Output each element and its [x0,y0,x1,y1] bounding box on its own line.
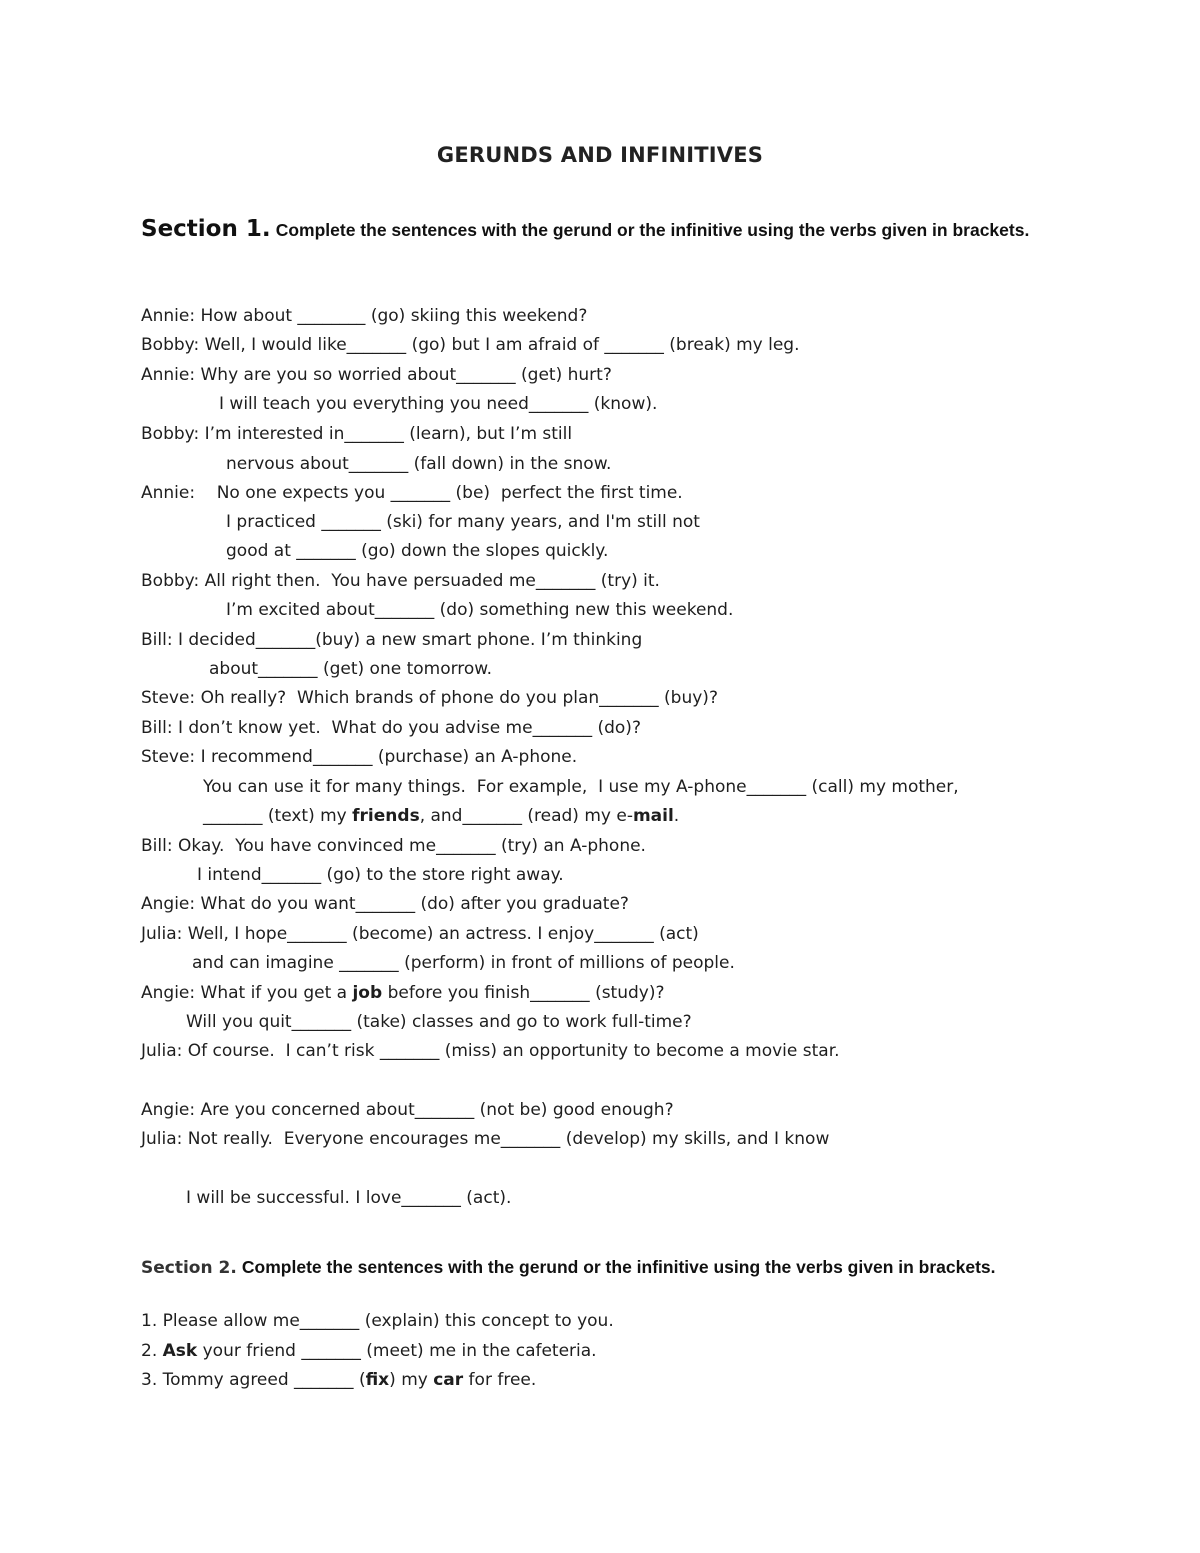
document-title: GERUNDS AND INFINITIVES [436,143,764,167]
dialogue-line: Steve: Oh really? Which brands of phone do you plan_______ (buy)? [141,688,718,708]
dialogue-line: Bobby: I’m interested in_______ (learn), but I’m still [141,424,573,444]
bold-word: Ask [162,1341,198,1361]
bold-word: job [352,983,383,1003]
dialogue-line: Bill: Okay. You have convinced me_______ (try) an A-phone. [141,836,646,856]
dialogue-line: Will you quit_______ (take) classes and go to work full-time? [186,1012,692,1032]
bold-word: mail [632,806,674,826]
dialogue-line: Steve: I recommend_______ (purchase) an A-phone. [141,747,578,767]
dialogue-text: , and_______ (read) my e- [419,806,633,826]
exercise-item-3 [141,1369,536,1391]
dialogue-line: I practiced _______ (ski) for many years, and I'm still not [226,512,700,532]
dialogue-line: Annie: Why are you so worried about_______ (get) hurt? [141,365,612,385]
dialogue-line: Annie: How about ________ (go) skiing this weekend? [141,306,588,326]
dialogue-line [141,982,665,1004]
dialogue-line: Bobby: All right then. You have persuaded me_______ (try) it. [141,571,660,591]
dialogue-line: You can use it for many things. For example, I use my A-phone_______ (call) my mother, [203,777,959,797]
item-text: your friend _______ (meet) me in the cafeteria. [197,1341,597,1361]
item-text: ) my [389,1370,434,1390]
dialogue-line: Julia: Not really. Everyone encourages me_______ (develop) my skills, and I know [141,1129,830,1149]
section-1-number: Section 1. [141,216,271,242]
dialogue-line: Bill: I decided_______(buy) a new smart phone. I’m thinking [141,630,643,650]
section-2-number: Section 2. [141,1258,237,1278]
dialogue-text: before you finish_______ (study)? [382,983,665,1003]
dialogue-line: Bill: I don’t know yet. What do you advise me_______ (do)? [141,718,641,738]
dialogue-line: Annie: No one expects you _______ (be) perfect the first time. [141,483,683,503]
item-text: 2. [141,1341,163,1361]
exercise-item-1: 1. Please allow me_______ (explain) this concept to you. [141,1311,614,1331]
dialogue-line [203,805,679,827]
dialogue-line: I will be successful. I love_______ (act). [186,1188,512,1208]
dialogue-line: I’m excited about_______ (do) something new this weekend. [226,600,734,620]
dialogue-line: Bobby: Well, I would like_______ (go) but I am afraid of _______ (break) my leg. [141,335,800,355]
dialogue-line: about_______ (get) one tomorrow. [209,659,493,679]
bold-word: fix [365,1370,390,1390]
section-2-heading [141,1254,1061,1281]
dialogue-line: I intend_______ (go) to the store right away. [197,865,564,885]
dialogue-line: I will teach you everything you need_______ (know). [219,394,658,414]
dialogue-line: Julia: Of course. I can’t risk _______ (miss) an opportunity to become a movie star. [141,1041,840,1061]
dialogue-line: Angie: Are you concerned about_______ (not be) good enough? [141,1100,674,1120]
dialogue-line: Julia: Well, I hope_______ (become) an actress. I enjoy_______ (act) [141,924,699,944]
section-2-instructions: Complete the sentences with the gerund or the infinitive using the verbs given in brackets. [241,1257,996,1277]
dialogue-text: _______ (text) my [203,806,353,826]
dialogue-line: good at _______ (go) down the slopes quickly. [226,541,609,561]
exercise-item-2 [141,1340,597,1362]
dialogue-line: Angie: What do you want_______ (do) after you graduate? [141,894,629,914]
dialogue-line: nervous about_______ (fall down) in the snow. [226,454,612,474]
item-text: for free. [463,1370,537,1390]
bold-word: car [433,1370,464,1390]
item-text: 3. Tommy agreed _______ ( [141,1370,366,1390]
dialogue-line: and can imagine _______ (perform) in front of millions of people. [192,953,735,973]
dialogue-text: Angie: What if you get a [141,983,353,1003]
dialogue-text: . [673,806,680,826]
section-1-instructions: Complete the sentences with the gerund or the infinitive using the verbs given in brackets. [275,220,1030,240]
bold-word: friends [352,806,420,826]
section-1-heading [141,213,1061,247]
